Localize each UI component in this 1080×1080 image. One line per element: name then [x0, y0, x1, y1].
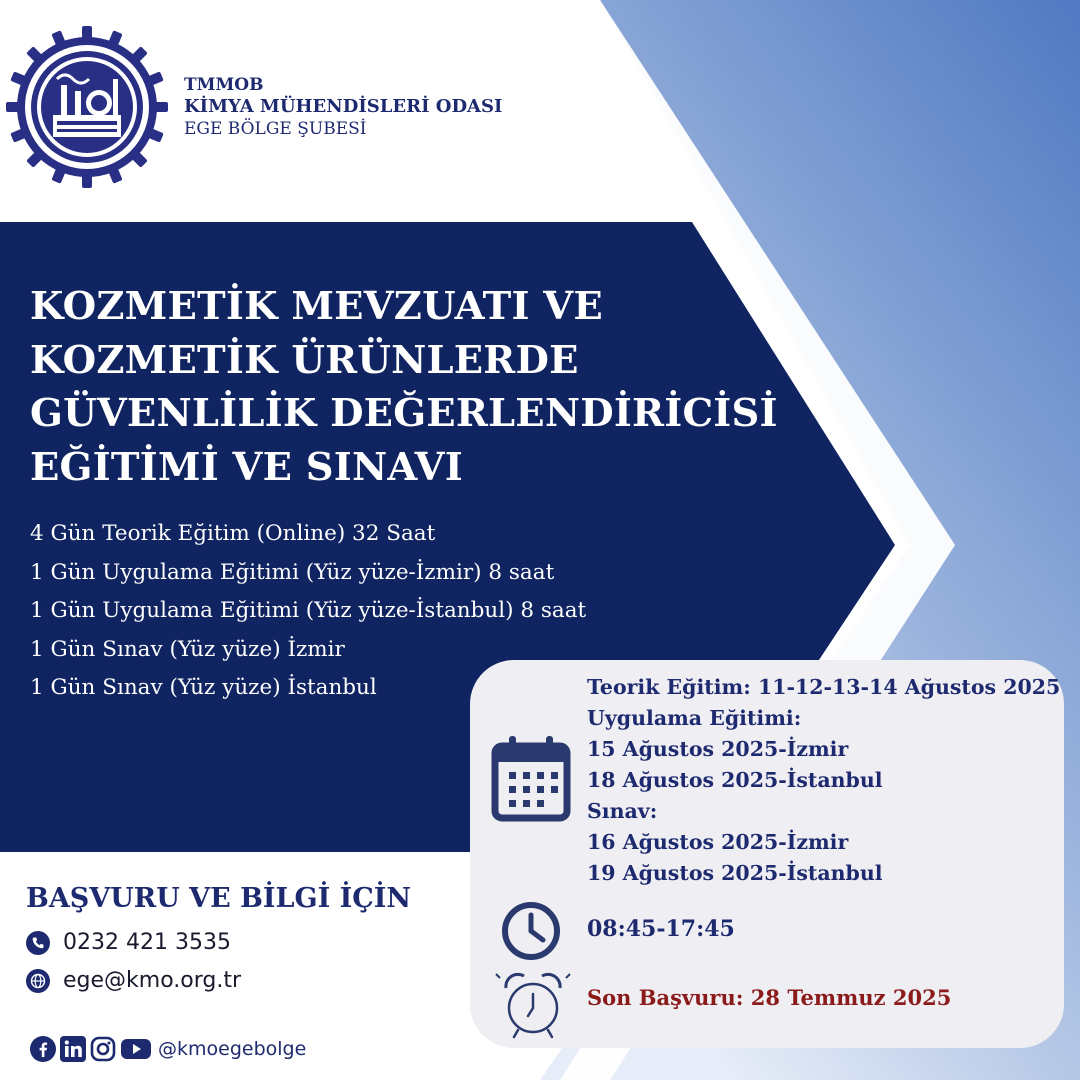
program-item: 1 Gün Uygulama Eğitimi (Yüz yüze-İzmir) 8 saat [30, 559, 555, 585]
phone-contact[interactable] [26, 930, 231, 955]
phone-number: 0232 421 3535 [63, 930, 231, 955]
program-item: 1 Gün Uygulama Eğitimi (Yüz yüze-İstanbul) 8 saat [30, 598, 587, 623]
social-handle[interactable]: @kmoegebolge [158, 1038, 307, 1060]
org-line-branch: EGE BÖLGE ŞUBESİ [184, 119, 367, 139]
program-item: 1 Gün Sınav (Yüz yüze) İzmir [30, 636, 345, 662]
youtube-icon[interactable] [120, 1036, 152, 1062]
contact-heading: BAŞVURU VE BİLGİ İÇİN [26, 883, 412, 914]
event-title [30, 280, 790, 494]
program-item: 4 Gün Teorik Eğitim (Online) 32 Saat [30, 521, 436, 546]
schedule-line: 16 Ağustos 2025-İzmir [587, 830, 849, 854]
time-range: 08:45-17:45 [587, 916, 735, 942]
org-line-chamber: KİMYA MÜHENDİSLERİ ODASI [184, 96, 503, 117]
organization-name [184, 74, 502, 140]
title-line: EĞİTİMİ VE SINAVI [30, 444, 463, 490]
linkedin-icon[interactable] [60, 1036, 86, 1062]
calendar-icon [490, 736, 572, 822]
instagram-icon[interactable] [90, 1036, 116, 1062]
program-list [30, 515, 586, 708]
alarm-clock-icon [492, 970, 574, 1040]
schedule-line: Uygulama Eğitimi: [587, 706, 802, 730]
org-line-tmmob: TMMOB [184, 75, 264, 95]
title-line: KOZMETİK MEVZUATI VE [30, 284, 603, 329]
email-contact[interactable] [26, 968, 241, 993]
phone-icon [26, 931, 50, 955]
program-item: 1 Gün Sınav (Yüz yüze) İstanbul [30, 675, 377, 700]
schedule-line: 15 Ağustos 2025-İzmir [587, 737, 849, 761]
schedule-line: 18 Ağustos 2025-İstanbul [587, 768, 883, 792]
clock-icon [500, 900, 562, 962]
kmo-gear-logo [6, 26, 168, 188]
facebook-icon[interactable] [30, 1036, 56, 1062]
email-address: ege@kmo.org.tr [63, 968, 242, 993]
schedule-line: Teorik Eğitim: 11-12-13-14 Ağustos 2025 [587, 675, 1061, 699]
social-links [30, 1036, 306, 1062]
application-deadline: Son Başvuru: 28 Temmuz 2025 [587, 985, 952, 1010]
title-line: KOZMETİK ÜRÜNLERDE [30, 337, 579, 383]
schedule-details [587, 672, 1060, 889]
schedule-line: 19 Ağustos 2025-İstanbul [587, 861, 883, 885]
title-line: GÜVENLİLİK DEĞERLENDİRİCİSİ [30, 391, 778, 436]
globe-icon [26, 969, 50, 993]
schedule-line: Sınav: [587, 799, 658, 823]
